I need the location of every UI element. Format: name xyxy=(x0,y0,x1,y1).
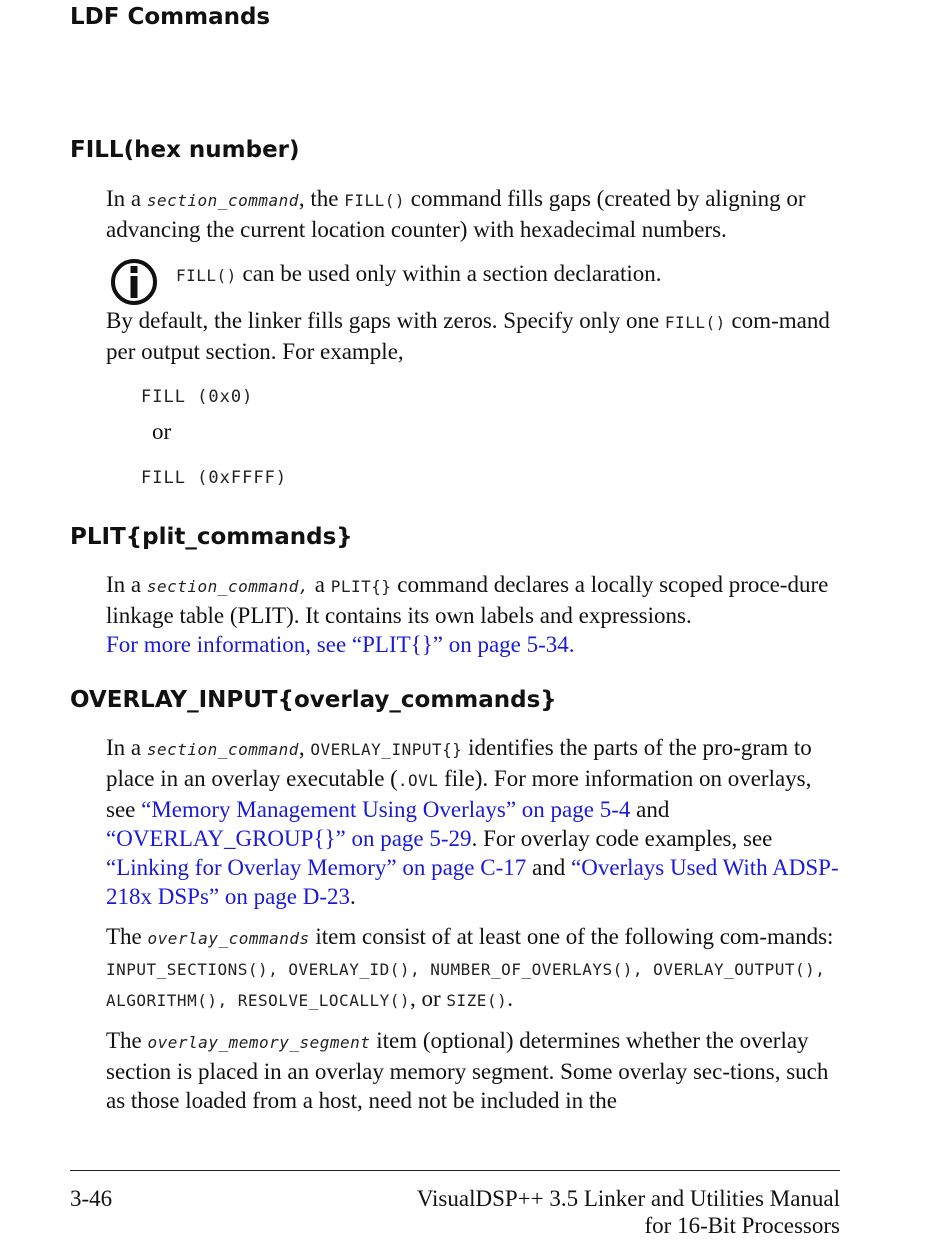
text-run: file). For more information on overlays, see xyxy=(106,766,812,822)
command-list: INPUT_SECTIONS(), OVERLAY_ID(), NUMBER_OF_OVERLAYS(), OVERLAY_OUTPUT(), ALGORITHM(), RESOLVE_LOCALLY() xyxy=(106,960,826,1010)
text-run: In a xyxy=(106,572,147,597)
overlay-paragraph-3 xyxy=(106,1026,846,1115)
overlay-paragraph-2 xyxy=(106,922,846,1015)
plit-reference-link[interactable]: For more information, see “PLIT{}” on page 5-34. xyxy=(106,632,575,657)
code-term: section_command xyxy=(146,191,299,210)
code-term: overlay_memory_segment xyxy=(147,1033,371,1052)
fill-note xyxy=(176,259,836,290)
memory-management-link[interactable]: “Memory Management Using Overlays” on page 5-4 xyxy=(141,797,631,822)
code-term: FILL() xyxy=(344,191,406,210)
text-run: com-mand per output section. For example, xyxy=(106,308,830,364)
code-term: FILL() xyxy=(176,266,237,285)
code-example-1: FILL (0x0) xyxy=(141,387,254,407)
or-text: or xyxy=(152,419,172,444)
section-heading-overlay-input: OVERLAY_INPUT{overlay_commands} xyxy=(70,687,557,713)
overlay-paragraph-1 xyxy=(106,733,846,911)
overlays-adsp218x-link[interactable]: “Overlays Used With ADSP-218x DSPs” on page D-23 xyxy=(106,855,839,909)
text-run: The xyxy=(106,1028,148,1053)
running-header: LDF Commands xyxy=(70,4,271,30)
text-run: In a xyxy=(106,186,147,211)
text-run: a xyxy=(309,572,331,597)
manual-title-line-2: for 16-Bit Processors xyxy=(644,1213,840,1238)
code-term: section_command, xyxy=(146,577,309,596)
text-run: and xyxy=(526,855,571,880)
section-heading-plit: PLIT{plit_commands} xyxy=(70,524,353,550)
code-term: SIZE() xyxy=(446,991,508,1010)
text-run: item (optional) determines whether the overlay section is placed in an overlay memory segment. Some overlay sec-tions, such as those loaded from a host, need not be included in the xyxy=(106,1028,829,1113)
text-run: command declares a locally scoped proce-dure linkage table (PLIT). It contains its own labels and expressions. xyxy=(106,572,829,628)
text-run: , xyxy=(298,735,311,760)
text-run: , or xyxy=(409,986,447,1011)
text-run: item consist of at least one of the following com-mands: xyxy=(309,924,834,949)
code-term: FILL() xyxy=(664,313,726,332)
manual-title xyxy=(417,1185,840,1239)
code-term: .OVL xyxy=(397,771,439,790)
text-run: , the xyxy=(298,186,345,211)
manual-title-line-1: VisualDSP++ 3.5 Linker and Utilities Manual xyxy=(416,1186,840,1211)
text-run: . xyxy=(507,986,513,1011)
info-icon xyxy=(109,258,159,306)
fill-paragraph-2 xyxy=(106,306,846,366)
footer-divider xyxy=(70,1170,840,1171)
text-run: . xyxy=(350,884,356,909)
overlay-group-link[interactable]: “OVERLAY_GROUP{}” on page 5-29 xyxy=(106,826,472,851)
code-term: section_command xyxy=(146,740,299,759)
text-run: can be used only within a section declaration. xyxy=(236,261,662,286)
text-run: By default, the linker fills gaps with zeros. Specify only one xyxy=(106,308,665,333)
plit-paragraph xyxy=(106,570,846,659)
page-number: 3-46 xyxy=(70,1186,113,1211)
code-example-2: FILL (0xFFFF) xyxy=(141,468,288,488)
text-run: In a xyxy=(106,735,147,760)
text-run: The xyxy=(106,924,148,949)
linking-overlay-memory-link[interactable]: “Linking for Overlay Memory” on page C-17 xyxy=(106,855,527,880)
section-heading-fill: FILL(hex number) xyxy=(70,137,300,163)
code-term: OVERLAY_INPUT{} xyxy=(310,740,463,759)
text-run: and xyxy=(630,797,670,822)
fill-paragraph-1 xyxy=(106,184,846,244)
code-term: PLIT{} xyxy=(330,577,392,596)
text-run: . For overlay code examples, see xyxy=(471,826,773,851)
code-term: overlay_commands xyxy=(147,929,310,948)
text-run: identifies the parts of the pro-gram to place in an overlay executable ( xyxy=(106,735,812,791)
text-run: command fills gaps (created by aligning or advancing the current location counter) with hexadecimal numbers. xyxy=(106,186,806,242)
